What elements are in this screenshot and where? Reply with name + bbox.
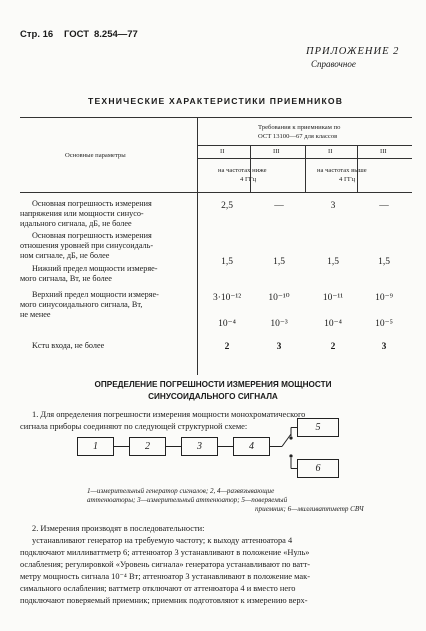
- table-cell: 10⁻⁴: [324, 319, 342, 329]
- block-milliwattmeter: 6: [297, 459, 339, 478]
- req-header-1: Требования к приемникам по: [258, 124, 341, 131]
- table-cell: 10⁻¹⁰: [268, 293, 290, 303]
- paragraph-2-line: подключают милливаттметр 6; аттенюатор 3 устанавливают в положение «Нуль»: [20, 548, 310, 557]
- row-label: Основная погрешность измерения напряжения или мощности синусо- идального сигнала, дБ, не более: [20, 199, 152, 228]
- table-cell: 3: [330, 201, 336, 211]
- paragraph-2-line: 2. Измерения производят в последовательности:: [32, 524, 205, 533]
- section-heading-line1: ОПРЕДЕЛЕНИЕ ПОГРЕШНОСТИ ИЗМЕРЕНИЯ МОЩНОСТИ: [94, 380, 332, 389]
- table-cell: 3: [276, 342, 282, 352]
- freq-low-label: на частотах ниже: [218, 167, 267, 174]
- freq-high-label: на частотах выше: [317, 167, 367, 174]
- table-cell: —: [379, 201, 389, 211]
- table-cell: 10⁻¹¹: [322, 293, 344, 303]
- block-generator: 1: [77, 437, 114, 456]
- table-cell: 10⁻³: [270, 319, 288, 329]
- paragraph-2-line: симального ослабления; ваттметр отключают от аттенюатора 4 и вместо него: [20, 584, 296, 593]
- row-label: Верхний предел мощности измеряе- мого синусоидального сигнала, Вт, не менее: [20, 290, 159, 319]
- page-number: Стр. 16: [20, 29, 54, 40]
- table-cell: 3·10⁻¹²: [212, 293, 242, 303]
- class-header: II: [328, 148, 333, 155]
- paragraph-1-line: сигнала приборы соединяют по следующей структурной схеме:: [20, 422, 248, 431]
- table-cell: 10⁻⁹: [375, 293, 393, 303]
- block-attenuator-3: 3: [181, 437, 218, 456]
- table-cell: 3: [381, 342, 387, 352]
- table-cell: 10⁻⁴: [218, 319, 236, 329]
- row-label: Kстu входа, не более: [32, 341, 105, 350]
- row-label: Нижний предел мощности измеряе- мого сигнала, Вт, не более: [20, 264, 158, 283]
- table-cell: 2,5: [221, 201, 233, 211]
- row-label: Основная погрешность измерения отношения уровней при синусоидаль- ном сигнале, дБ, не более: [20, 231, 154, 260]
- paragraph-2-line: устанавливают генератор на требуемую частоту; к выходу аттенюатора 4: [32, 536, 293, 545]
- class-header: III: [380, 148, 387, 155]
- paragraph-1-line: 1. Для определения погрешности измерения мощности монохроматического: [32, 410, 306, 419]
- appendix-subtitle: Справочное: [311, 59, 356, 69]
- paragraph-2-line: метру мощность сигнала 10⁻⁴ Вт; аттенюатор 3 устанавливают в положение мак-: [20, 572, 310, 581]
- param-header: Основные параметры: [65, 152, 126, 159]
- table-cell: —: [274, 201, 284, 211]
- table-cell: 1,5: [273, 257, 285, 267]
- req-header-2: ОСТ 13100—67 для классов: [258, 133, 338, 140]
- paragraph-2-line: подключают поверяемый приемник; приемник подготовляют к измерению верх-: [20, 596, 308, 605]
- table-cell: 10⁻⁵: [375, 319, 393, 329]
- freq-high-unit: 4 ГГц: [339, 176, 356, 183]
- block-attenuator-2: 2: [129, 437, 166, 456]
- freq-low-unit: 4 ГГц: [240, 176, 257, 183]
- table-cell: 2: [224, 342, 230, 352]
- block-attenuator-4: 4: [233, 437, 270, 456]
- class-header: III: [273, 148, 280, 155]
- table-cell: 1,5: [378, 257, 390, 267]
- section-heading-line2: СИНУСОИДАЛЬНОГО СИГНАЛА: [148, 392, 278, 401]
- table-title: ТЕХНИЧЕСКИЕ ХАРАКТЕРИСТИКИ ПРИЕМНИКОВ: [88, 96, 344, 106]
- table-cell: 1,5: [221, 257, 233, 267]
- diagram-caption: 1—измерительный генератор сигналов; 2, 4—развязывающие аттенюаторы; 3—измерительный аттенюатор; 5—поверяемый приемник; 6—милливаттметр СВЧ: [87, 487, 364, 513]
- block-receiver: 5: [297, 418, 339, 437]
- gost-number: 8.254—77: [94, 29, 138, 40]
- paragraph-2-line: ослабления; регулировкой «Уровень сигнала» генератора устанавливают по ватт-: [20, 560, 311, 569]
- appendix-title: ПРИЛОЖЕНИЕ 2: [306, 46, 400, 57]
- table-cell: 2: [330, 342, 336, 352]
- table-cell: 1,5: [327, 257, 339, 267]
- gost-label: ГОСТ: [64, 29, 90, 40]
- class-header: II: [220, 148, 225, 155]
